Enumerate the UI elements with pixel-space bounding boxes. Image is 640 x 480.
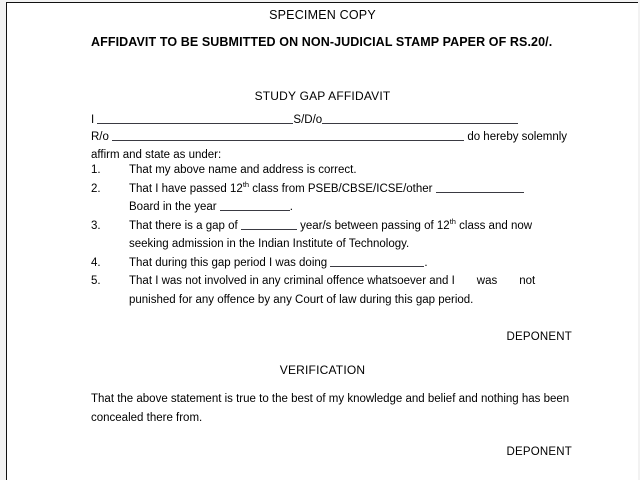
clause-item-continuation xyxy=(91,199,571,217)
clause-number: 5. xyxy=(91,275,101,287)
clause-4-period: . xyxy=(424,256,428,269)
clause-2-mid: class from PSEB/CBSE/ICSE/other xyxy=(249,182,433,195)
clause-3-lead: That there is a gap of xyxy=(129,219,238,232)
clause-text xyxy=(129,179,524,195)
clause-5-line-one-c: not xyxy=(519,275,536,287)
clause-text xyxy=(129,201,293,213)
clause-item xyxy=(91,255,571,273)
board-blank-field[interactable] xyxy=(436,181,524,193)
clause-text xyxy=(129,275,535,287)
scanned-sheet xyxy=(6,2,638,480)
form-title: STUDY GAP AFFIDAVIT xyxy=(254,89,391,103)
gap-years-blank-field[interactable] xyxy=(241,218,297,230)
clause-item-continuation xyxy=(91,292,571,310)
clause-item xyxy=(91,181,571,199)
clause-item xyxy=(91,273,571,291)
affirm-text: affirm and state as under: xyxy=(91,149,222,161)
clause-text: That my above name and address is correct. xyxy=(129,164,357,176)
clause-text: seeking admission in the Indian Institute of Technology. xyxy=(129,238,410,250)
clause-number: 1. xyxy=(91,164,101,176)
clause-item xyxy=(91,162,571,180)
specimen-copy-label: SPECIMEN COPY xyxy=(269,8,376,22)
affidavit-heading: AFFIDAVIT TO BE SUBMITTED ON NON-JUDICIAL STAMP PAPER OF RS.20/. xyxy=(91,35,553,49)
verification-title: VERIFICATION xyxy=(279,363,366,377)
clause-text xyxy=(129,216,533,232)
clause-text: punished for any offence by any Court of law during this gap period. xyxy=(129,293,474,306)
ro-label: R/o xyxy=(91,131,109,143)
clause-number: 4. xyxy=(91,256,101,269)
clause-2-period: . xyxy=(289,201,293,213)
year-blank-field[interactable] xyxy=(220,199,290,211)
name-blank-field[interactable] xyxy=(97,112,293,124)
clause-2-lead: That I have passed 12 xyxy=(129,182,243,195)
deponent-label-top: DEPONENT xyxy=(506,331,572,343)
clause-3-tail: class and now xyxy=(455,219,533,232)
verification-paragraph: That the above statement is true to the best of my knowledge and belief and nothing has been concealed there from. xyxy=(91,393,570,424)
clause-list xyxy=(91,162,571,310)
clause-number: 2. xyxy=(91,182,101,195)
clause-item xyxy=(91,218,571,236)
ordinal-suffix: th xyxy=(242,179,250,189)
father-name-blank-field[interactable] xyxy=(322,112,518,124)
clause-item-continuation xyxy=(91,236,571,254)
residence-fill-row xyxy=(91,129,567,145)
i-label: I xyxy=(91,114,95,126)
deponent-label-bottom: DEPONENT xyxy=(506,446,572,458)
clause-4-lead: That during this gap period I was doing xyxy=(129,256,328,269)
clause-text xyxy=(129,257,428,269)
clause-2-year-lead: Board in the year xyxy=(129,201,217,213)
address-blank-field[interactable] xyxy=(112,129,464,141)
do-hereby-text: do hereby solemnly xyxy=(467,131,568,143)
activity-blank-field[interactable] xyxy=(330,255,424,267)
name-fill-row xyxy=(91,112,518,128)
clause-3-mid: year/s between passing of 12 xyxy=(300,219,450,232)
clause-number: 3. xyxy=(91,219,101,232)
ordinal-suffix: th xyxy=(449,216,456,226)
sdo-label: S/D/o xyxy=(293,114,323,126)
clause-5-line-one-a: That I was not involved in any criminal offence whatsoever and I xyxy=(129,275,455,287)
clause-5-line-one-b: was xyxy=(476,275,498,287)
sheet-content xyxy=(7,3,638,480)
